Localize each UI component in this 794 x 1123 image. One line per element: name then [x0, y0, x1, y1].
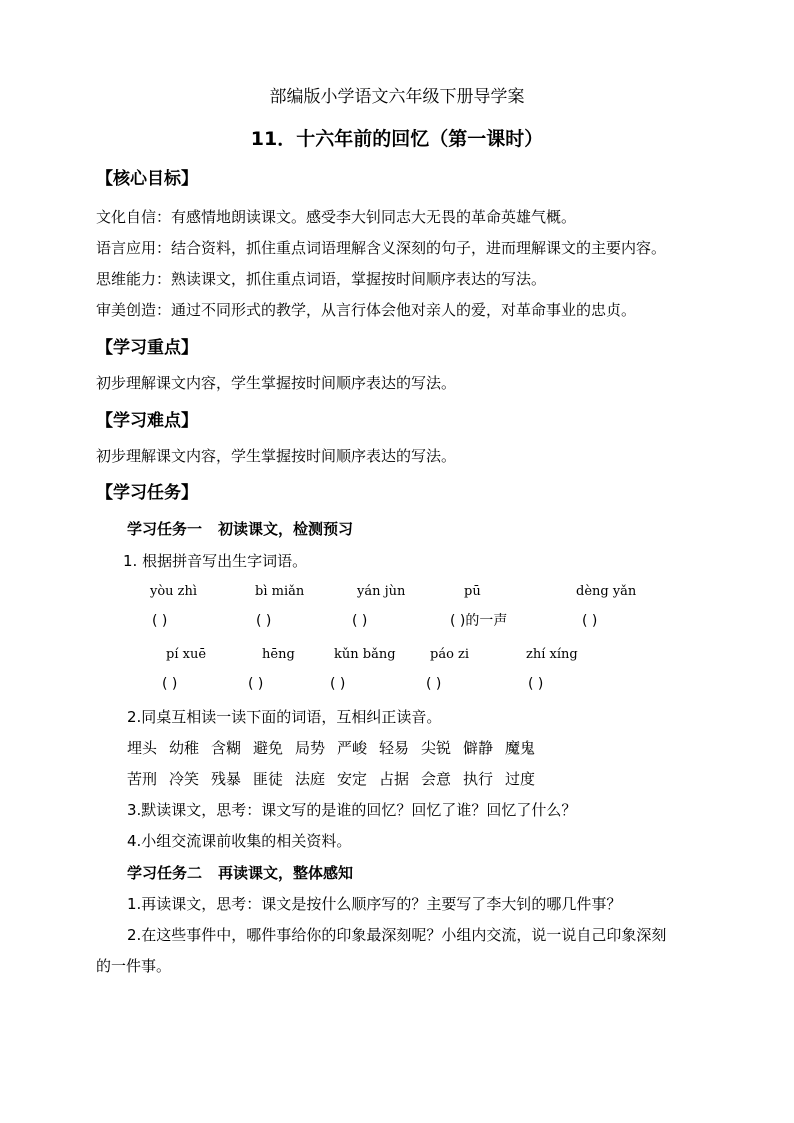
answer-blank[interactable]: ( ): [426, 676, 442, 692]
vocab-word: 残暴: [211, 770, 242, 788]
task1-question-3: 3.默读课文，思考：课文写的是谁的回忆？回忆了谁？回忆了什么？: [127, 801, 577, 819]
difficulty-heading: 【学习难点】: [96, 411, 198, 431]
vocab-word: 法庭: [295, 770, 326, 788]
task2-title: 再读课文，整体感知: [218, 864, 354, 882]
task2-heading: [127, 863, 369, 883]
vocab-word: 占据: [379, 770, 410, 788]
answer-blank[interactable]: ( ): [528, 676, 544, 692]
task2-question-1: 1.再读课文，思考：课文是按什么顺序写的？主要写了李大钊的哪几件事？: [127, 895, 622, 913]
answer-blank[interactable]: ( ): [152, 613, 168, 629]
vocab-word: 冷笑: [169, 770, 200, 788]
vocab-word: 安定: [337, 770, 368, 788]
vocab-word: 埋头: [127, 739, 158, 757]
vocab-word: 含糊: [211, 739, 242, 757]
vocab-word: 严峻: [337, 739, 368, 757]
answer-blank[interactable]: ( ): [582, 613, 598, 629]
pinyin-hint: hēng: [262, 647, 295, 662]
pinyin-hint: páo zi: [430, 647, 470, 662]
difficulty-text: 初步理解课文内容，学生掌握按时间顺序表达的写法。: [96, 447, 457, 465]
task1-question-4: 4.小组交流课前收集的相关资料。: [127, 832, 352, 850]
pinyin-hint: zhí xíng: [526, 647, 578, 662]
goal-item: 思维能力：熟读课文，抓住重点词语，掌握按时间顺序表达的写法。: [96, 270, 547, 288]
pinyin-hint: kǔn bǎng: [334, 647, 396, 662]
task2-question-2-cont: 的一件事。: [96, 957, 172, 975]
goal-item: 语言应用：结合资料，抓住重点词语理解含义深刻的句子，进而理解课文的主要内容。: [96, 239, 667, 257]
tasks-heading: 【学习任务】: [96, 483, 198, 503]
vocab-word: 苦刑: [127, 770, 158, 788]
vocab-word: 局势: [295, 739, 326, 757]
task1-label: 学习任务一: [127, 520, 203, 538]
vocab-word: 会意: [421, 770, 452, 788]
pinyin-hint: bì miǎn: [255, 584, 305, 599]
goal-item: 审美创造：通过不同形式的教学，从言行体会他对亲人的爱，对革命事业的忠贞。: [96, 301, 637, 319]
task1-heading: [127, 519, 369, 539]
word-list-row: [127, 769, 547, 789]
answer-blank[interactable]: ( )的一声: [450, 613, 508, 629]
pinyin-hint: pū: [464, 584, 481, 599]
lesson-title: 11．十六年前的回忆（第一课时）: [250, 128, 544, 150]
answer-blank[interactable]: ( ): [248, 676, 264, 692]
word-list-row: [127, 738, 547, 758]
vocab-word: 避免: [253, 739, 284, 757]
vocab-word: 轻易: [379, 739, 410, 757]
vocab-word: 幼稚: [169, 739, 200, 757]
vocab-word: 僻静: [463, 739, 494, 757]
pinyin-hint: dèng yǎn: [576, 584, 637, 599]
task1-question-2: 2.同桌互相读一读下面的词语，互相纠正读音。: [127, 708, 442, 726]
vocab-word: 过度: [505, 770, 536, 788]
key-point-text: 初步理解课文内容，学生掌握按时间顺序表达的写法。: [96, 374, 457, 392]
answer-blank[interactable]: ( ): [352, 613, 368, 629]
doc-title: 部编版小学语文六年级下册导学案: [269, 87, 525, 107]
task1-question-1: 1. 根据拼音写出生字词语。: [123, 552, 308, 570]
goal-item: 文化自信：有感情地朗读课文。感受李大钊同志大无畏的革命英雄气概。: [96, 208, 577, 226]
key-point-heading: 【学习重点】: [96, 338, 198, 358]
pinyin-hint: yòu zhì: [150, 584, 198, 599]
vocab-word: 匪徒: [253, 770, 284, 788]
vocab-word: 尖锐: [421, 739, 452, 757]
pinyin-hint: yán jùn: [357, 584, 406, 599]
task2-label: 学习任务二: [127, 864, 203, 882]
answer-blank[interactable]: ( ): [256, 613, 272, 629]
task1-title: 初读课文，检测预习: [218, 520, 354, 538]
answer-blank[interactable]: ( ): [330, 676, 346, 692]
vocab-word: 魔鬼: [505, 739, 536, 757]
pinyin-hint: pí xuē: [166, 647, 207, 662]
task2-question-2: 2.在这些事件中，哪件事给你的印象最深刻呢？小组内交流，说一说自己印象深刻: [127, 926, 667, 944]
answer-blank[interactable]: ( ): [162, 676, 178, 692]
vocab-word: 执行: [463, 770, 494, 788]
goals-heading: 【核心目标】: [96, 169, 198, 189]
